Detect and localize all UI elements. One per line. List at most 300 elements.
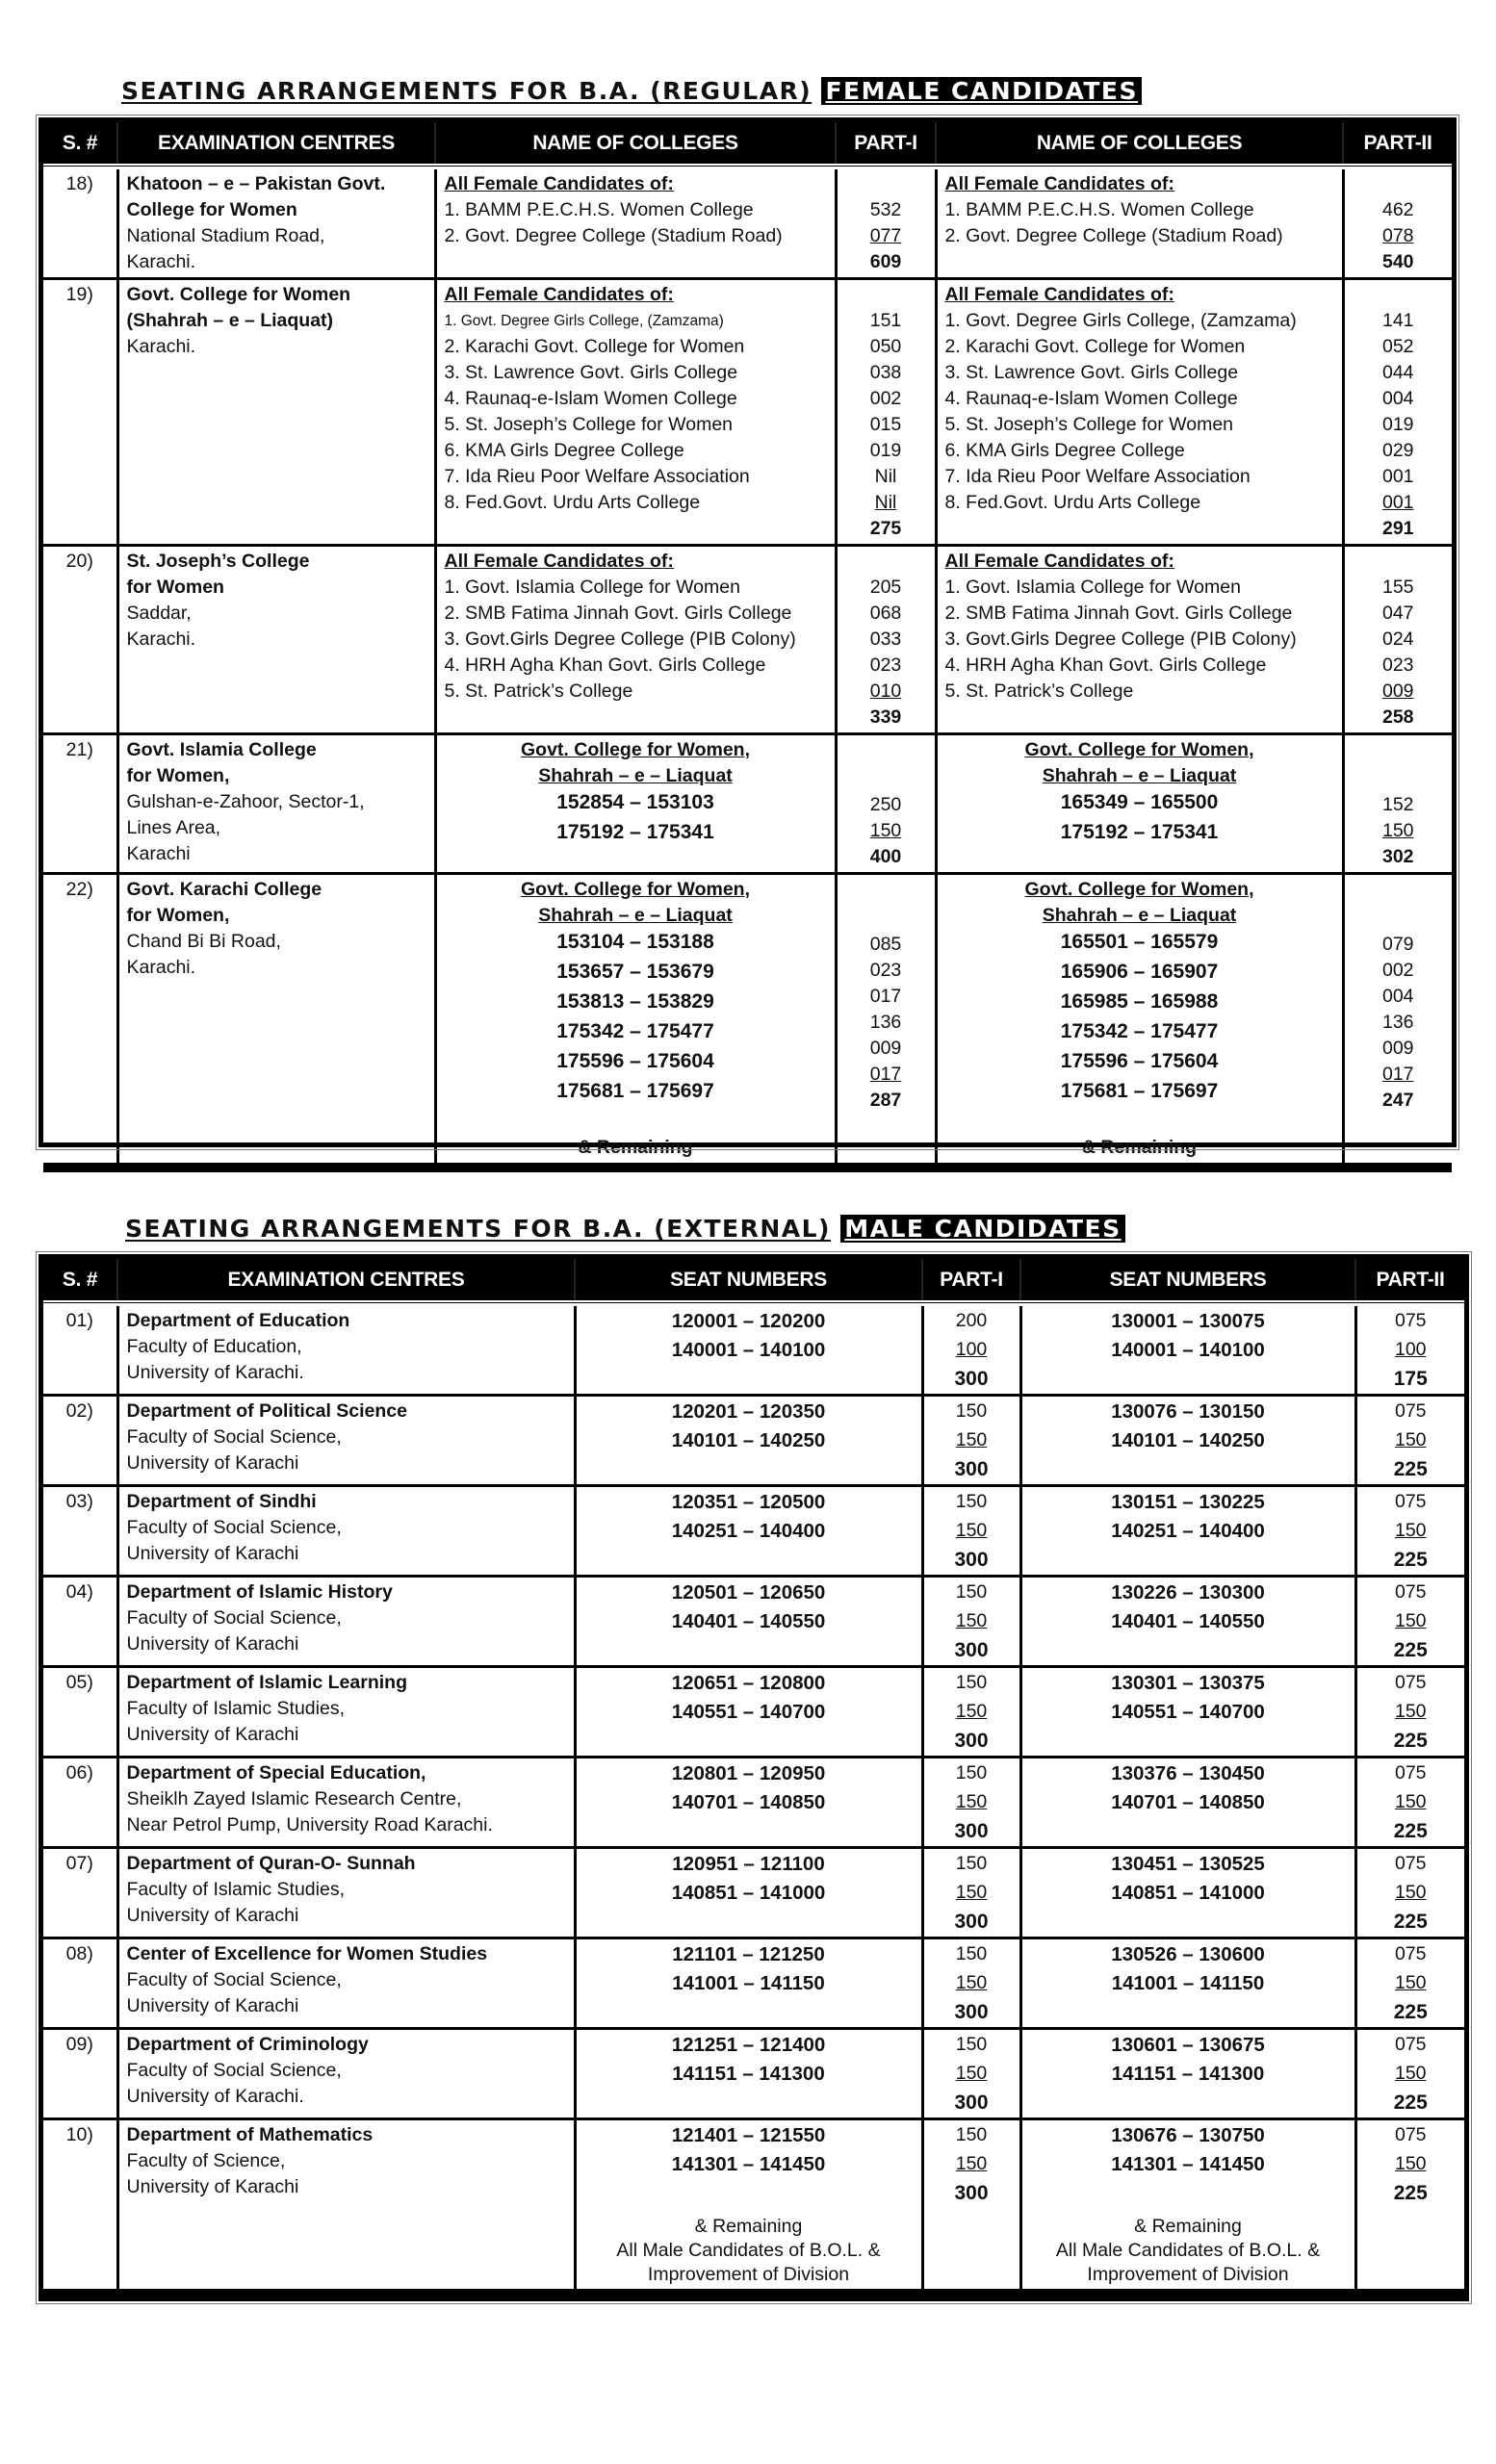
college-item: 2. SMB Fatima Jinnah Govt. Girls College: [444, 603, 792, 624]
college-item: 5. St. Patrick’s College: [944, 680, 1134, 702]
remaining-note: [584, 2215, 914, 2287]
college-item: 1. Govt. Islamia College for Women: [944, 577, 1241, 598]
count-value: 033: [869, 629, 902, 650]
count-value: 150: [955, 1429, 988, 1450]
remaining-note: [1030, 2215, 1347, 2287]
part2-seat-numbers: [1020, 1396, 1355, 1486]
seat-range: 141151 – 141300: [1111, 2063, 1265, 2085]
count-value: 019: [869, 440, 902, 461]
count-total: 258: [1381, 706, 1414, 728]
serial-number: 18): [43, 167, 117, 279]
count-value: 532: [869, 199, 902, 220]
part2-counts: [1355, 1848, 1464, 1938]
seat-range: 165985 – 165988: [1060, 990, 1219, 1013]
part2-counts: [1355, 2029, 1464, 2119]
spacer: [1353, 877, 1445, 903]
count-value: 150: [955, 1882, 988, 1903]
count-value: 023: [869, 960, 902, 981]
part1-colleges: [435, 546, 836, 734]
column-header: EXAMINATION CENTRES: [117, 1259, 575, 1303]
column-header: PART-I: [922, 1259, 1020, 1303]
note-line: All Male Candidates of B.O.L. &: [616, 2240, 881, 2261]
table-row: [43, 1486, 1464, 1577]
seat-range: 130451 – 130525: [1111, 1853, 1265, 1875]
part1-seat-numbers: [575, 2119, 922, 2295]
college-item: 2. Karachi Govt. College for Women: [444, 336, 745, 357]
part1-counts: [922, 1303, 1020, 1396]
target-college: Govt. College for Women,: [521, 879, 750, 900]
count-value: 205: [869, 577, 902, 598]
count-value: 075: [1394, 1762, 1427, 1784]
count-total: 300: [954, 2092, 989, 2114]
centre-name: Department of Education: [126, 1310, 350, 1331]
centre-name: Govt. Karachi College: [126, 879, 322, 900]
seat-range: 120201 – 120350: [671, 1400, 826, 1423]
count-value: 141: [1381, 310, 1414, 331]
part1-counts: [922, 1577, 1020, 1667]
count-total: 225: [1393, 1639, 1428, 1661]
college-item: 1. BAMM P.E.C.H.S. Women College: [944, 199, 1254, 220]
exam-centre: [117, 1577, 575, 1667]
spacer: [1353, 903, 1445, 929]
count-value: 136: [1381, 1012, 1414, 1033]
part1-colleges: [435, 167, 836, 279]
centre-address: Saddar,: [126, 603, 192, 624]
part2-seat-numbers: [1020, 1848, 1355, 1938]
count-total: 225: [1393, 2182, 1428, 2204]
centre-address: Faculty of Islamic Studies,: [126, 1698, 345, 1719]
seat-range: 121251 – 121400: [671, 2034, 826, 2056]
target-college: Shahrah – e – Liaquat: [538, 765, 733, 786]
serial-number: 07): [43, 1848, 117, 1938]
seat-range: 140851 – 141000: [671, 1882, 826, 1904]
count-value: 019: [1381, 414, 1414, 435]
target-college: Shahrah – e – Liaquat: [538, 905, 733, 926]
count-value: 150: [1394, 2063, 1427, 2084]
seat-range: 175681 – 175697: [1060, 1080, 1219, 1102]
spacer: [845, 737, 927, 763]
college-item: 5. St. Joseph’s College for Women: [444, 414, 734, 435]
centre-address: Karachi.: [126, 629, 196, 650]
target-college: Shahrah – e – Liaquat: [1042, 765, 1237, 786]
centre-address: Faculty of Social Science,: [126, 2060, 342, 2081]
target-college: Govt. College for Women,: [521, 739, 750, 760]
centre-name: Govt. Islamia College: [126, 739, 317, 760]
column-header: SEAT NUMBERS: [575, 1259, 922, 1303]
college-item: 4. HRH Agha Khan Govt. Girls College: [944, 654, 1267, 676]
exam-centre: [117, 1758, 575, 1848]
note-line: & Remaining: [1134, 2216, 1242, 2237]
seat-range: 140401 – 140550: [671, 1610, 826, 1632]
exam-centre: [117, 2119, 575, 2295]
count-total: 300: [954, 1458, 989, 1480]
part2-seat-numbers: [1020, 1486, 1355, 1577]
part1-counts: [922, 1758, 1020, 1848]
count-value: 075: [1394, 2124, 1427, 2145]
column-header: PART-II: [1355, 1259, 1464, 1303]
count-value: 017: [1381, 1064, 1414, 1085]
count-total: 225: [1393, 2001, 1428, 2023]
count-value: 100: [955, 1339, 988, 1360]
exam-centre: [117, 546, 435, 734]
seat-range: 141151 – 141300: [672, 2063, 825, 2085]
seat-range: 120001 – 120200: [671, 1310, 826, 1332]
seat-range: 165349 – 165500: [1060, 791, 1219, 813]
count-value: 047: [1381, 603, 1414, 624]
part2-seat-numbers: [1020, 1667, 1355, 1758]
serial-number: 22): [43, 874, 117, 1168]
note-line: All Male Candidates of B.O.L. &: [1055, 2240, 1321, 2261]
part1-colleges: [435, 874, 836, 1168]
college-item: 6. KMA Girls Degree College: [444, 440, 684, 461]
count-value: 150: [955, 2124, 988, 2145]
count-value: 017: [869, 1064, 902, 1085]
college-item: 5. St. Patrick’s College: [444, 680, 633, 702]
centre-name: Center of Excellence for Women Studies: [126, 1943, 488, 1964]
seat-range: 130226 – 130300: [1111, 1581, 1265, 1604]
seat-range: 120351 – 120500: [671, 1491, 826, 1513]
count-value: 004: [1381, 388, 1414, 409]
external-male-table: [39, 1254, 1469, 2301]
serial-number: 01): [43, 1303, 117, 1396]
count-value: 150: [1394, 2153, 1427, 2174]
centre-name: (Shahrah – e – Liaquat): [126, 310, 334, 331]
table-row: [43, 1667, 1464, 1758]
seat-range: 130376 – 130450: [1111, 1762, 1265, 1784]
centre-address: National Stadium Road,: [126, 225, 325, 246]
part1-seat-numbers: [575, 1577, 922, 1667]
table-row: [43, 2119, 1464, 2295]
count-value: 150: [955, 2034, 988, 2055]
count-value: 150: [955, 2153, 988, 2174]
seat-range: 130676 – 130750: [1111, 2124, 1265, 2146]
college-item: 4. Raunaq-e-Islam Women College: [444, 388, 737, 409]
centre-name: Department of Criminology: [126, 2034, 369, 2055]
table-row: [43, 734, 1452, 874]
seat-range: 175342 – 175477: [556, 1020, 714, 1042]
seat-range: 140701 – 140850: [671, 1791, 826, 1813]
part2-seat-numbers: [1020, 1303, 1355, 1396]
serial-number: 03): [43, 1486, 117, 1577]
count-value: 152: [1381, 794, 1414, 815]
count-total: 300: [954, 2182, 989, 2204]
spacer: [845, 282, 927, 308]
college-item: 3. St. Lawrence Govt. Girls College: [944, 362, 1239, 383]
spacer: [1353, 171, 1445, 197]
seat-range: 130151 – 130225: [1111, 1491, 1265, 1513]
column-header: SEAT NUMBERS: [1020, 1259, 1355, 1303]
part2-counts: [1355, 1938, 1464, 2029]
seat-range: 141001 – 141150: [672, 1972, 825, 1994]
count-value: 150: [1394, 1520, 1427, 1541]
part1-counts: [922, 1396, 1020, 1486]
seat-range: 165906 – 165907: [1060, 961, 1219, 983]
serial-number: 05): [43, 1667, 117, 1758]
column-header: PART-I: [836, 122, 936, 167]
seat-range: 140251 – 140400: [1111, 1520, 1265, 1542]
part1-counts: [922, 1938, 1020, 2029]
count-value: 150: [955, 1701, 988, 1722]
count-value: 015: [869, 414, 902, 435]
seat-range: 130601 – 130675: [1111, 2034, 1265, 2056]
exam-centre: [117, 1486, 575, 1577]
table-row: [43, 546, 1452, 734]
seat-range: 130076 – 130150: [1111, 1400, 1265, 1423]
spacer: [845, 171, 927, 197]
college-item: 6. KMA Girls Degree College: [944, 440, 1185, 461]
part1-seat-numbers: [575, 1303, 922, 1396]
count-total: 300: [954, 1639, 989, 1661]
count-total: 609: [869, 251, 902, 272]
count-value: 075: [1394, 1672, 1427, 1693]
count-total: 225: [1393, 1820, 1428, 1842]
part2-counts: [1343, 874, 1452, 1168]
serial-number: 10): [43, 2119, 117, 2295]
note-line: Improvement of Division: [1087, 2264, 1289, 2285]
table-row: [43, 1577, 1464, 1667]
count-total: 300: [954, 1730, 989, 1752]
serial-number: 06): [43, 1758, 117, 1848]
part1-counts: [836, 546, 936, 734]
count-value: 029: [1381, 440, 1414, 461]
centre-address: Faculty of Social Science,: [126, 1969, 342, 1990]
count-value: 023: [1381, 654, 1414, 676]
exam-centre: [117, 874, 435, 1168]
spacer: [845, 877, 927, 903]
centre-address: University of Karachi: [126, 1633, 299, 1655]
count-value: 001: [1381, 492, 1414, 513]
part1-counts: [922, 1667, 1020, 1758]
seat-range: 140251 – 140400: [671, 1520, 826, 1542]
count-value: Nil: [874, 492, 897, 513]
count-value: 017: [869, 986, 902, 1007]
centre-name: Department of Sindhi: [126, 1491, 317, 1512]
count-total: 302: [1381, 846, 1414, 867]
centre-name: College for Women: [126, 199, 297, 220]
count-value: 150: [955, 1972, 988, 1993]
count-total: 300: [954, 1911, 989, 1933]
colleges-heading: All Female Candidates of:: [944, 173, 1174, 194]
seat-range: 175192 – 175341: [1060, 821, 1219, 843]
college-item: 8. Fed.Govt. Urdu Arts College: [444, 492, 701, 513]
seat-range: 141001 – 141150: [1111, 1972, 1265, 1994]
count-value: 150: [955, 1581, 988, 1603]
seat-range: 140101 – 140250: [1111, 1429, 1265, 1451]
count-value: 004: [1381, 986, 1414, 1007]
target-college: Shahrah – e – Liaquat: [1042, 905, 1237, 926]
spacer: [845, 903, 927, 929]
column-header: NAME OF COLLEGES: [936, 122, 1343, 167]
seat-range: 175192 – 175341: [556, 821, 714, 843]
note-line: & Remaining: [694, 2216, 803, 2237]
serial-number: 08): [43, 1938, 117, 2029]
centre-address: Faculty of Science,: [126, 2150, 286, 2171]
exam-centre: [117, 279, 435, 546]
college-item: 2. Govt. Degree College (Stadium Road): [944, 225, 1283, 246]
centre-address: Karachi.: [126, 251, 196, 272]
count-value: 078: [1381, 225, 1414, 246]
centre-address: Lines Area,: [126, 817, 221, 838]
part1-counts: [922, 2029, 1020, 2119]
target-college: Govt. College for Women,: [1024, 739, 1254, 760]
spacer: [845, 763, 927, 789]
centre-name: St. Joseph’s College: [126, 551, 310, 572]
seat-range: 153104 – 153188: [556, 931, 714, 953]
part2-counts: [1355, 2119, 1464, 2295]
seat-range: 120651 – 120800: [671, 1672, 826, 1694]
count-value: 136: [869, 1012, 902, 1033]
part2-seat-numbers: [1020, 1577, 1355, 1667]
count-value: 150: [955, 1400, 988, 1422]
seat-range: 130526 – 130600: [1111, 1943, 1265, 1965]
seat-range: 120801 – 120950: [671, 1762, 826, 1784]
college-item: 4. HRH Agha Khan Govt. Girls College: [444, 654, 766, 676]
centre-name: Department of Mathematics: [126, 2124, 374, 2145]
target-college: Govt. College for Women,: [1024, 879, 1254, 900]
seat-range: 175596 – 175604: [556, 1050, 714, 1072]
part1-counts: [836, 279, 936, 546]
college-item: 1. Govt. Degree Girls College, (Zamzama): [444, 313, 724, 329]
count-value: 075: [1394, 1310, 1427, 1331]
exam-centre: [117, 167, 435, 279]
count-value: 002: [869, 388, 902, 409]
seat-range: 140001 – 140100: [671, 1339, 826, 1361]
serial-number: 21): [43, 734, 117, 874]
seat-range: 175681 – 175697: [556, 1080, 714, 1102]
count-total: 300: [954, 1368, 989, 1390]
count-value: 085: [869, 934, 902, 955]
count-total: 225: [1393, 1549, 1428, 1571]
count-value: 150: [1394, 1972, 1427, 1993]
table-row: [43, 279, 1452, 546]
count-value: 075: [1394, 1943, 1427, 1964]
count-value: 023: [869, 654, 902, 676]
seat-range: 175342 – 175477: [1060, 1020, 1219, 1042]
centre-address: University of Karachi: [126, 1543, 299, 1564]
part2-colleges: [936, 546, 1343, 734]
count-value: 079: [1381, 934, 1414, 955]
part2-seat-numbers: [1020, 1938, 1355, 2029]
count-total: 339: [869, 706, 902, 728]
college-item: 7. Ida Rieu Poor Welfare Association: [944, 466, 1251, 487]
part2-seat-numbers: [1020, 2029, 1355, 2119]
count-total: 225: [1393, 2092, 1428, 2114]
college-item: 5. St. Joseph’s College for Women: [944, 414, 1234, 435]
title-main: SEATING ARRANGEMENTS FOR B.A. (REGULAR): [121, 77, 812, 105]
part1-counts: [836, 167, 936, 279]
count-total: 225: [1393, 1458, 1428, 1480]
centre-name: Department of Quran-O- Sunnah: [126, 1853, 416, 1874]
part1-seat-numbers: [575, 1486, 922, 1577]
note-line: Improvement of Division: [647, 2264, 850, 2285]
college-item: 1. Govt. Degree Girls College, (Zamzama): [944, 310, 1297, 331]
count-value: 150: [869, 820, 902, 841]
centre-address: Gulshan-e-Zahoor, Sector-1,: [126, 791, 365, 812]
count-value: 150: [955, 1943, 988, 1964]
count-total: 275: [869, 518, 902, 539]
seat-range: 141301 – 141450: [1111, 2153, 1265, 2175]
seat-range: 141301 – 141450: [671, 2153, 826, 2175]
count-value: 001: [1381, 466, 1414, 487]
part1-colleges: [435, 279, 836, 546]
seat-range: 121401 – 121550: [671, 2124, 826, 2146]
count-value: 462: [1381, 199, 1414, 220]
count-value: 075: [1394, 1581, 1427, 1603]
remaining-note: & Remaining: [1081, 1137, 1198, 1158]
part2-seat-numbers: [1020, 1758, 1355, 1848]
count-value: 077: [869, 225, 902, 246]
seat-range: 120951 – 121100: [672, 1853, 825, 1875]
part2-counts: [1355, 1577, 1464, 1667]
centre-name: for Women,: [126, 765, 230, 786]
college-item: 3. Govt.Girls Degree College (PIB Colony): [444, 629, 796, 650]
exam-centre: [117, 1396, 575, 1486]
college-item: 2. Govt. Degree College (Stadium Road): [444, 225, 783, 246]
seat-range: 175596 – 175604: [1060, 1050, 1219, 1072]
part2-counts: [1355, 1667, 1464, 1758]
count-value: 009: [1381, 680, 1414, 702]
count-value: 150: [1394, 1610, 1427, 1631]
centre-address: University of Karachi: [126, 1995, 299, 2016]
count-value: 100: [1394, 1339, 1427, 1360]
seat-range: 121101 – 121250: [672, 1943, 825, 1965]
exam-centre: [117, 1938, 575, 2029]
seat-range: 140701 – 140850: [1111, 1791, 1265, 1813]
part2-colleges: [936, 734, 1343, 874]
table-row: [43, 874, 1452, 1168]
seat-range: 130001 – 130075: [1111, 1310, 1265, 1332]
centre-name: for Women,: [126, 905, 230, 926]
part1-seat-numbers: [575, 1758, 922, 1848]
part2-counts: [1355, 1396, 1464, 1486]
centre-address: Faculty of Social Science,: [126, 1517, 342, 1538]
centre-name: for Women: [126, 577, 224, 598]
serial-number: 09): [43, 2029, 117, 2119]
seat-range: 140101 – 140250: [671, 1429, 826, 1451]
exam-centre: [117, 1303, 575, 1396]
column-header: NAME OF COLLEGES: [435, 122, 836, 167]
count-value: 002: [1381, 960, 1414, 981]
seat-range: 140851 – 141000: [1111, 1882, 1265, 1904]
centre-address: Chand Bi Bi Road,: [126, 931, 281, 952]
regular-female-table: [39, 117, 1457, 1158]
count-value: 150: [1381, 820, 1414, 841]
count-value: 044: [1381, 362, 1414, 383]
seat-range: 140551 – 140700: [1111, 1701, 1265, 1723]
count-total: 175: [1393, 1368, 1428, 1390]
count-total: 225: [1393, 1911, 1428, 1933]
colleges-heading: All Female Candidates of:: [444, 284, 674, 305]
count-value: 150: [955, 1672, 988, 1693]
count-value: 155: [1381, 577, 1414, 598]
centre-address: University of Karachi: [126, 1452, 299, 1474]
count-value: 075: [1394, 2034, 1427, 2055]
spacer: [1353, 282, 1445, 308]
part1-counts: [836, 734, 936, 874]
count-value: 050: [869, 336, 902, 357]
count-total: 540: [1381, 251, 1414, 272]
count-value: 150: [955, 1762, 988, 1784]
count-total: 400: [869, 846, 902, 867]
centre-address: Karachi: [126, 843, 191, 864]
seat-range: 152854 – 153103: [556, 791, 714, 813]
centre-address: Karachi.: [126, 336, 196, 357]
college-item: 2. SMB Fatima Jinnah Govt. Girls College: [944, 603, 1293, 624]
seat-range: 165501 – 165579: [1060, 931, 1219, 953]
part1-counts: [922, 1486, 1020, 1577]
count-value: 038: [869, 362, 902, 383]
table-row: [43, 1396, 1464, 1486]
